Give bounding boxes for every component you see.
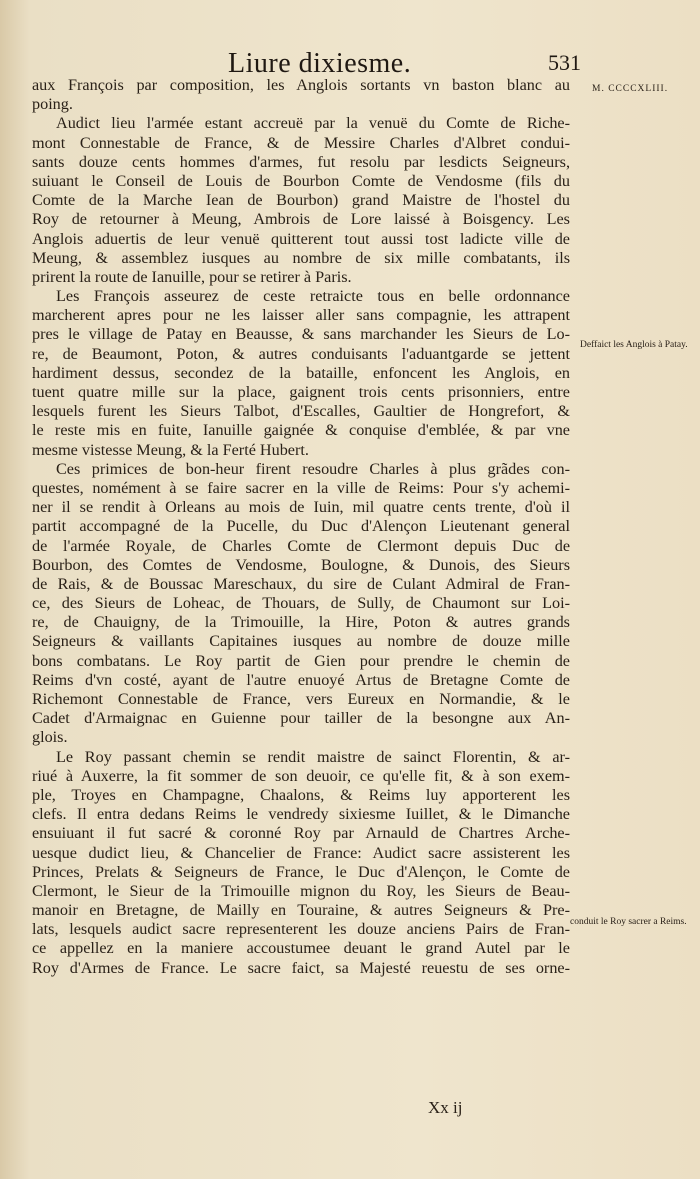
text-line: Comte de la Marche Iean de Bourbon) grand Maistre de l'hostel du [32, 191, 570, 210]
signature-mark: Xx ij [428, 1098, 463, 1117]
text-line: ple, Troyes en Champagne, Chaalons, & Reims luy apporterent les [32, 785, 570, 804]
text-line: re, de Beaumont, Poton, & autres conduisants l'aduantgarde se jettent [32, 344, 570, 363]
text-line: poing. [32, 95, 73, 114]
text-line: hardiment dessus, secondez de la bataille, enfoncent les Anglois, en [32, 363, 570, 382]
text-line: mont Connestable de France, & de Messire Charles d'Albret condui- [32, 133, 570, 152]
text-line: Richemont Connestable de France, vers Eureux en Normandie, & le [32, 690, 570, 708]
margin-year: M. CCCCXLIII. [592, 84, 669, 94]
margin-note-reims: conduit le Roy sacrer a Reims. [570, 917, 687, 927]
page-number: 531 [548, 50, 581, 75]
text-line: ce, des Sieurs de Loheac, de Thouars, de Sully, de Chaumont sur Loi- [32, 594, 570, 613]
text-line: Anglois aduertis de leur venuë quitterent tout aussi tost ladicte ville de [32, 229, 570, 248]
text-line: Le Roy passant chemin se rendit maistre de sainct Florentin, & ar- [56, 747, 570, 766]
text-line: Seigneurs & vaillants Capitaines iusques au nombre de douze mille [32, 632, 570, 651]
running-title: Liure dixiesme. [228, 48, 412, 79]
text-line: Ces primices de bon-heur firent resoudre Charles à plus grãdes con- [56, 459, 570, 478]
text-line: Clermont, le Sieur de la Trimouille mignon du Roy, les Sieurs de Beau- [32, 881, 570, 900]
text-line: bons combatans. Le Roy partit de Gien pour prendre le chemin de [32, 651, 570, 670]
text-line: Roy de retourner à Meung, Ambrois de Lore laissé à Boisgency. Les [32, 210, 570, 229]
text-line: Cadet d'Armaignac en Guienne pour tailler de la besongne aux An- [32, 709, 570, 728]
text-line: clefs. Il entra dedans Reims le vendredy sixiesme Iuillet, & le Dimanche [32, 805, 570, 824]
text-line: le reste mis en fuite, Ianuille gaignée & conquise d'emblée, & par vne [32, 421, 570, 440]
text-line: Bourbon, des Comtes de Vendosme, Boulogne, & Dunois, des Sieurs [32, 555, 570, 574]
text-line: tuent quatre mille sur la place, gaignent trois cents prisonniers, entre [32, 383, 570, 401]
text-line: riué à Auxerre, la fit sommer de son deuoir, ce qu'elle fit, & à son exem- [32, 766, 570, 785]
text-line: mesme vistesse Meung, & la Ferté Hubert. [32, 440, 309, 459]
text-line: suiuant le Conseil de Louis de Bourbon Comte de Vendosme (fils du [32, 171, 570, 190]
text-line: aux François par composition, les Anglois sortants vn baston blanc au [32, 76, 570, 94]
text-line: questes, nomément à se faire sacrer en la ville de Reims: Pour s'y achemi- [32, 478, 570, 497]
text-line: re, de Chauigny, de la Trimouille, la Hire, Poton & autres grands [32, 613, 570, 632]
text-line: Les François asseurez de ceste retraicte tous en belle ordonnance [56, 287, 570, 306]
text-line: de l'armée Royale, de Charles Comte de Clermont depuis Duc de [32, 536, 570, 555]
text-line: Meung, & assemblez iusques au nombre de six mille combatants, ils [32, 248, 570, 267]
text-line: pres le village de Patay en Beausse, & sans marchander les Sieurs de Lo- [32, 325, 570, 344]
text-line: lats, lesquels audict sacre representerent les douze anciens Pairs de Fran- [32, 920, 570, 939]
text-line: prirent la route de Ianuille, pour se retirer à Paris. [32, 267, 352, 286]
text-line: ner il se rendit à Orleans au mois de Iuin, mil quatre cents trente, d'où il [32, 498, 570, 517]
text-line: Audict lieu l'armée estant accreuë par la venuë du Comte de Riche- [56, 114, 570, 133]
text-line: uesque dudict lieu, & Chancelier de France: Audict sacre assisterent les [32, 843, 570, 862]
text-line: glois. [32, 728, 68, 747]
text-line: Reims d'vn costé, ayant de l'autre enuoyé Artus de Bretagne Comte de [32, 670, 570, 689]
text-line: partit accompagné de la Pucelle, du Duc d'Alençon Lieutenant general [32, 517, 570, 536]
text-line: lesquels furent les Sieurs Talbot, d'Escalles, Gaultier de Hongrefort, & [32, 402, 570, 421]
margin-note-patay: Deffaict les Anglois à Patay. [580, 340, 688, 350]
text-line: manoir en Bretagne, de Mailly en Touraine, & autres Seigneurs & Pre- [32, 901, 570, 920]
text-line: ce appellez en la maniere accoustumee deuant le grand Autel par le [32, 939, 570, 958]
text-line: sants douze cents hommes d'armes, fut resolu par lesdicts Seigneurs, [32, 152, 570, 171]
text-line: marcherent apres pour ne les laisser aller sans compagnie, les attrapent [32, 306, 570, 325]
text-line: ensuiuant il fut sacré & coronné Roy par Arnauld de Chartres Arche- [32, 824, 570, 843]
text-line: Roy d'Armes de France. Le sacre faict, sa Majesté reuestu de ses orne- [32, 958, 570, 977]
text-line: de Rais, & de Boussac Mareschaux, du sire de Culant Admiral de Fran- [32, 574, 570, 593]
body-text [32, 76, 570, 978]
text-line: Princes, Prelats & Seigneurs de France, le Duc d'Alençon, le Comte de [32, 862, 570, 881]
